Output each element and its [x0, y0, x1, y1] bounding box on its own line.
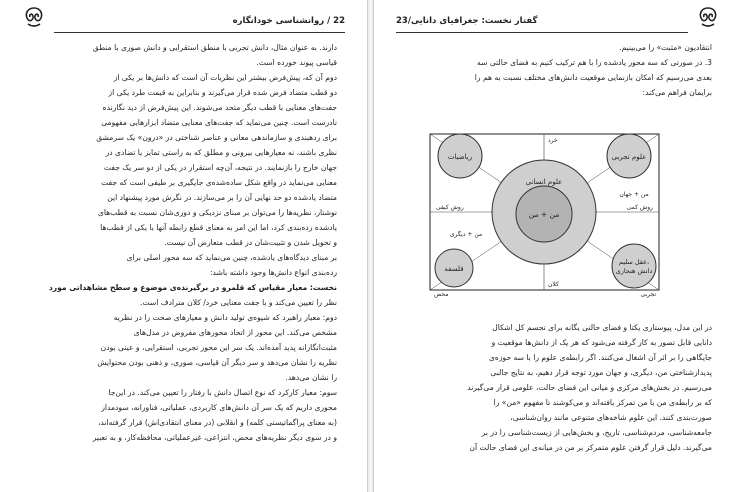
label-common-sense: عقل سلیم،	[618, 258, 650, 266]
text-line: جایگاهی را بر اثر آن اشغال می‌کنند. اگر رابطه‌ی علوم را با سه حوزه‌ی	[488, 353, 712, 362]
left-page-header	[54, 12, 345, 33]
knowledge-space-diagram	[422, 126, 667, 298]
text-line: را نشان می‌دهد.	[285, 373, 337, 382]
corner-label-pure: محض	[434, 291, 449, 298]
ornament-icon	[696, 6, 720, 28]
text-line: پدیدارشناختی من، دیگری، و جهان مورد توجه قرار دهیم، به نتایج جالبی	[490, 368, 712, 377]
ornament-icon	[22, 6, 46, 28]
page-header-title: گفتار نخست: جغرافیای دانایی/23	[396, 16, 538, 26]
text-line: دوم آن که، پیش‌فرض بیشتر این نظریات آن است که دانش‌ها بر یکی از	[113, 73, 337, 82]
label-philosophy: فلسفه	[444, 265, 464, 273]
text-line: دانایی قابل تصور به کار گرفته می‌شود که هر یک از دانش‌ها موقعیت و	[491, 338, 712, 347]
right-page-body-bottom	[404, 320, 712, 455]
text-line: معنایی می‌نماید در واقع شکل ساده‌شده‌ی جایگیری بر طیفی است که جفت	[101, 178, 337, 187]
text-line: جهان خارج را بازنمایند. در نتیجه، آن‌چه استقرار در یکی از دو سر یک جفت	[103, 163, 337, 172]
axis-label-micro: خرد	[548, 137, 558, 144]
text-line: بر مبنای دیدگاه‌های یادشده، چنین می‌نماید که سه محور اصلی برای	[126, 253, 337, 262]
corner-label-empirical: تجربی	[640, 291, 656, 298]
text-line: دو قطب متضاد فرض شده قرار می‌گیرند و بنابراین به قیمت طرد یکی از	[108, 88, 337, 97]
axis-label-qualitative: روش کیفی	[436, 204, 464, 211]
text-line: می‌گیرند. دلیل قرار گرفتن علوم متمرکز بر من در میانه‌ی این فضای حالت آن	[469, 443, 712, 452]
circle-common-sense	[612, 244, 656, 288]
label-self-other: من + دیگری	[449, 231, 483, 238]
right-page	[373, 0, 742, 492]
text-line: رده‌بندی انواع دانش‌ها وجود داشته باشد:	[209, 268, 337, 277]
text-line: و تحویل شدن و تثبیت‌شان در قطب متعارض آن نیست.	[164, 238, 337, 247]
text-line: نظر را تعیین می‌کند و با جفت معنایی خرد/ کلان مترادف است.	[140, 298, 337, 307]
text-line: در این مدل، پیوستاری یکتا و فضای حالتی یگانه برای تجسم کل اشکال	[492, 323, 712, 332]
text-line: نخست: معیار مقیاس که قلمرو در برگیرنده‌ی موضوع و سطح مشاهداتی مورد	[48, 283, 337, 292]
text-line: دوم: معیار راهبرد که شیوه‌ی تولید دانش و معیارهای صحت را در نظریه	[113, 313, 337, 322]
label-self-world: من + جهان	[619, 191, 649, 198]
text-line: بعدی می‌رسیم که امکان بازنمایی موقعیت دانش‌های مختلف نسبت به هم را	[474, 73, 712, 82]
text-line: متضاد یادشده دو حد نهایی آن را بر می‌سازند. در نگرش مورد پیشنهاد این	[107, 193, 337, 202]
right-page-header	[396, 12, 688, 33]
text-line: قیاسی پیوند خورده است.	[256, 58, 337, 67]
text-line: دارند. به عنوان مثال، دانش تجربی با منطق استقرایی و دانش صوری با منطق	[92, 43, 337, 52]
left-page-body	[30, 40, 337, 445]
text-line: برای ردهبندی و سازماندهی معانی و عناصر شناختی در «درون» یک سرمشق	[96, 133, 337, 142]
text-line: یادشده رده‌بندی کرد، اما این امر به معنای قطع رابطه آنها با یکی از قطب‌ها	[100, 223, 337, 232]
text-line: نظری باشند، نه معیارهایی بیرونی و مطلق که به راستی تمایز یا تضادی در	[105, 148, 337, 157]
text-line: مشخص می‌کند. این محور از اتحاد محورهای مفروض در مدل‌های	[133, 328, 337, 337]
label-mathematics: ریاضیات	[447, 153, 473, 161]
page-header-title: 22 / روانشناسی خودانگاره	[232, 16, 345, 26]
left-page	[0, 0, 368, 492]
right-page-body-top	[404, 40, 712, 100]
text-line: 3. در صورتی که سه محور یادشده را با هم ترکیب کنیم به فضای حالتی سه	[476, 58, 712, 67]
label-humanities: علوم انسانی	[525, 178, 563, 186]
text-line: صورت‌بندی کنند. این علوم شاخه‌های متنوعی مانند روان‌شناسی،	[510, 413, 712, 422]
text-line: مثبت‌انگارانه پدید آمده‌اند. یک سر این محور تجربی، استقرایی، و عینی بودن	[100, 343, 337, 352]
text-line: می‌رسیم. در بخش‌های مرکزی و میانی این فضای حالت، علومی قرار می‌گیرند	[467, 383, 712, 392]
text-line: برایمان فراهم می‌کند:	[642, 88, 712, 97]
text-line: نوشتار، نظریه‌ها را می‌توان بر مبنای نزدیکی و دوری‌شان نسبت به قطب‌های	[97, 208, 337, 217]
axis-label-quantitative: روش کمی	[626, 204, 653, 211]
text-line: سوم: معیار کارکرد که نوع اتصال دانش با رفتار را تعیین می‌کند. در این‌جا	[108, 388, 337, 397]
text-line: انتقادیون «مثبت» را می‌بینیم.	[619, 43, 712, 52]
text-line: (به معنای پراگماتیستی کلمه) و انقلابی (در معنای انتقادی‌اش) قرار گرفته‌اند،	[97, 418, 337, 427]
label-normative-knowledge: دانش هنجاری	[615, 267, 653, 275]
text-line: که بر رابطه‌ی من با من تمرکز یافته‌اند و می‌کوشند تا مفهوم «من» را	[493, 398, 712, 407]
text-line: جفت‌های معنایی با قطب دیگر متحد می‌شوند. این پیش‌فرض از دید نگارنده	[102, 103, 337, 112]
text-line: و در سوی دیگر نظریه‌های محض، انتزاعی، غیرعملیاتی، محافظه‌کار، و به تعبیر	[92, 433, 337, 442]
label-empirical-sciences: علوم تجربی	[611, 153, 647, 161]
text-line: جامعه‌شناسی، مردم‌شناسی، تاریخ، و بخش‌هایی از زیست‌شناسی را در بر	[481, 428, 712, 437]
text-line: نادرست است. چنین می‌نماید که جفت‌های معنایی متضاد ابزارهایی مفهومی	[101, 118, 337, 127]
text-line: نظریه را نشان می‌دهد و سر دیگر آن قیاسی، صوری، و ذهنی بودن محتوایش	[97, 358, 337, 367]
label-self-self: من + من	[528, 210, 560, 219]
text-line: محوری داریم که یک سر آن دانش‌های کاربردی، عملیاتی، فناورانه، سودمدار	[101, 403, 337, 412]
axis-label-macro: کلان	[548, 281, 559, 288]
